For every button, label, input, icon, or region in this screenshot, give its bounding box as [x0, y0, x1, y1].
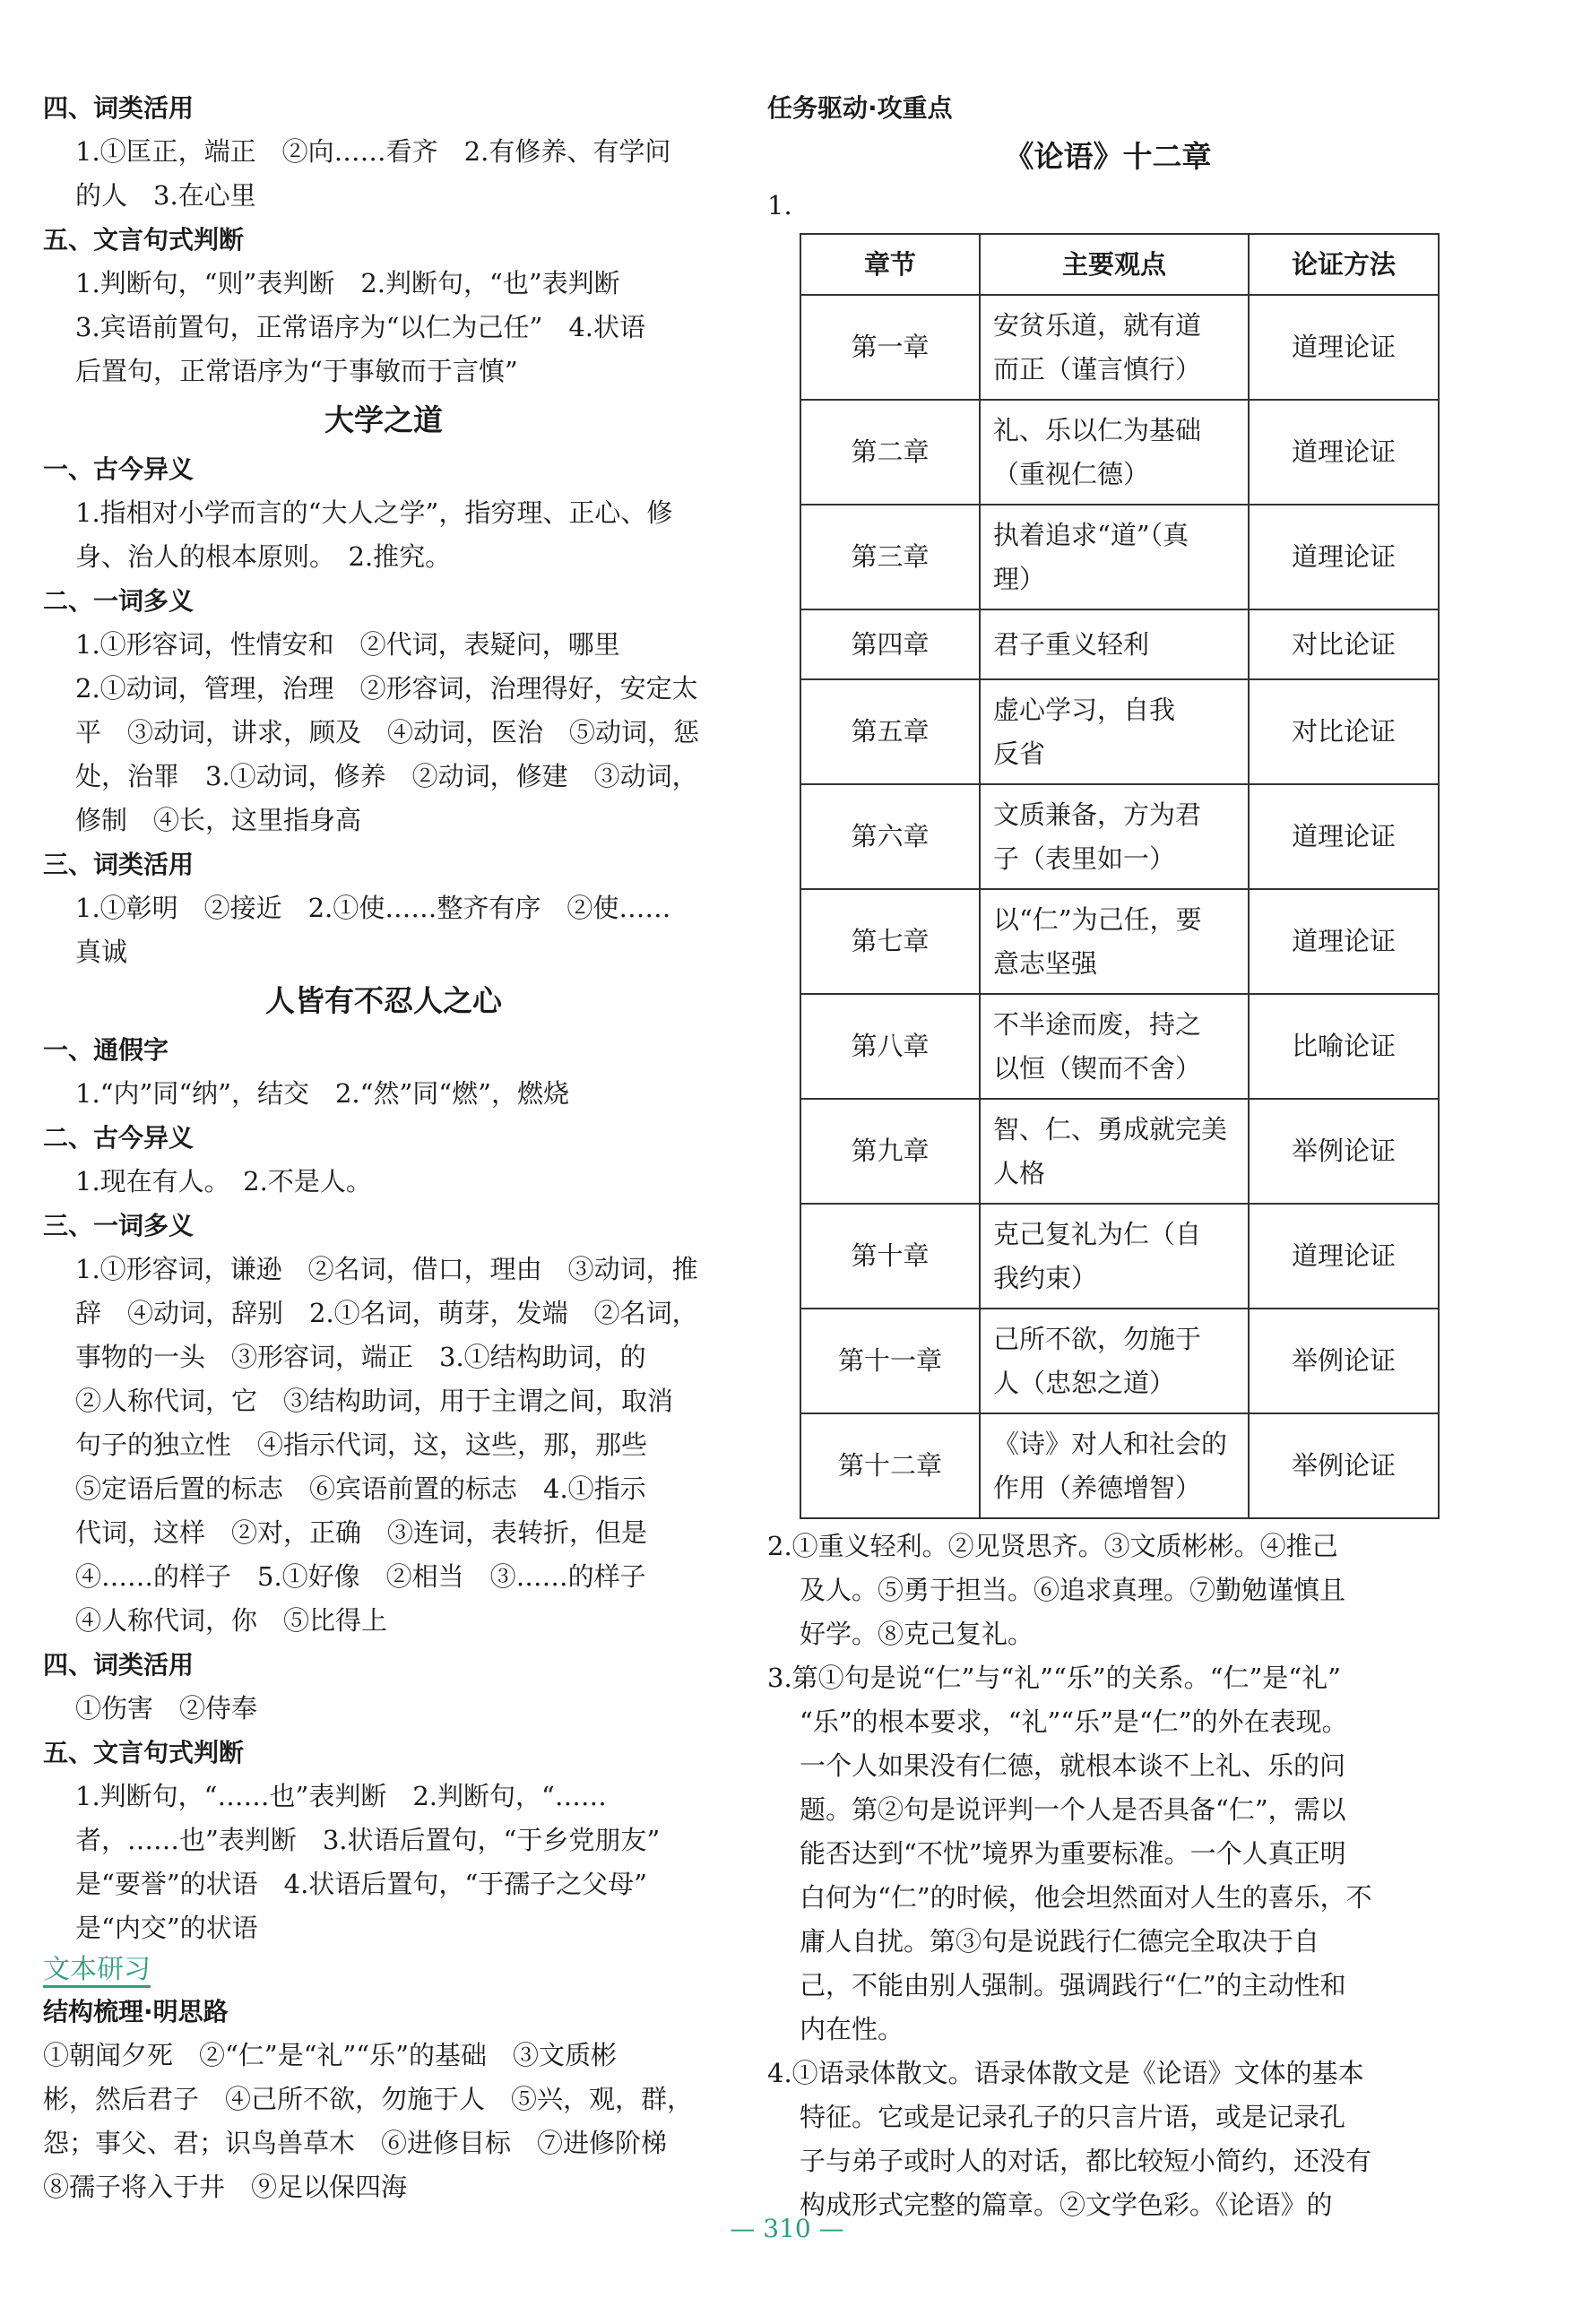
chapter-cell: 第十二章	[800, 1413, 980, 1518]
section-heading: 二、古今异义	[43, 1123, 195, 1153]
chapter-cell: 第二章	[800, 400, 980, 505]
viewpoint-line: 不半途而废，持之	[993, 1008, 1202, 1040]
text-line: 子与弟子或时人的对话，都比较短小简约，还没有	[800, 2146, 1372, 2176]
text-line: 己，不能由别人强制。强调践行“仁”的主动性和	[800, 1970, 1346, 2000]
method-cell: 道理论证	[1249, 889, 1439, 994]
viewpoint-line: 智、仁、勇成就完美	[993, 1113, 1228, 1145]
method-cell: 道理论证	[1249, 784, 1439, 889]
viewpoint-cell	[980, 889, 1249, 994]
text-line: 1.判断句，“……也”表判断 2.判断句，“……	[75, 1781, 607, 1811]
viewpoint-line: 反省	[993, 738, 1046, 769]
chapter-cell: 第七章	[800, 889, 980, 994]
viewpoint-cell	[980, 295, 1249, 400]
text-line: 1.①匡正，端正 ②向……看齐 2.有修养、有学问	[75, 136, 671, 167]
left-column	[43, 86, 724, 2209]
viewpoint-line: （重视仁德）	[993, 458, 1150, 489]
chapter-cell: 第十一章	[800, 1309, 980, 1413]
section-heading: 五、文言句式判断	[43, 225, 245, 255]
table-body	[800, 295, 1439, 1518]
text-line: 是“内交”的状语	[75, 1913, 258, 1943]
text-line: ⑧孺子将入于井 ⑨足以保四海	[43, 2172, 408, 2202]
chapter-cell: 第九章	[800, 1099, 980, 1204]
table-row	[800, 1099, 1439, 1204]
text-line: 1.“内”同“纳”，结交 2.“然”同“燃”，燃烧	[75, 1078, 569, 1109]
text-line: 4.①语录体散文。语录体散文是《论语》文体的基本	[767, 2058, 1364, 2088]
viewpoint-line: 理）	[993, 563, 1046, 594]
method-cell: 道理论证	[1249, 1204, 1439, 1309]
table-header: 论证方法	[1249, 234, 1439, 295]
table-header: 章节	[800, 234, 980, 295]
text-line: 1.①彰明 ②接近 2.①使……整齐有序 ②使……	[75, 893, 671, 923]
viewpoint-cell	[980, 400, 1249, 505]
text-line: 1.判断句，“则”表判断 2.判断句，“也”表判断	[75, 268, 620, 298]
text-line: 2.①重义轻利。②见贤思齐。③文质彬彬。④推己	[767, 1531, 1338, 1561]
summary-table	[800, 233, 1440, 1519]
section-heading: 四、词类活用	[43, 93, 195, 123]
section-heading: 一、古今异义	[43, 454, 195, 484]
viewpoint-line: 礼、乐以仁为基础	[993, 414, 1202, 445]
text-line: 3.第①句是说“仁”与“礼”“乐”的关系。“仁”是“礼”	[767, 1663, 1341, 1693]
method-cell: 比喻论证	[1249, 994, 1439, 1099]
text-line: 内在性。	[800, 2014, 904, 2044]
text-line: 1.①形容词，性情安和 ②代词，表疑问，哪里	[75, 629, 620, 660]
viewpoint-cell	[980, 1309, 1249, 1413]
method-cell: 举例论证	[1249, 1309, 1439, 1413]
text-line: ④人称代词，你 ⑤比得上	[75, 1605, 388, 1636]
right-answers	[767, 1525, 1449, 2227]
method-cell: 对比论证	[1249, 609, 1439, 679]
text-line: 代词，这样 ②对，正确 ③连词，表转折，但是	[75, 1517, 648, 1548]
viewpoint-line: 意志坚强	[993, 947, 1098, 979]
method-cell: 举例论证	[1249, 1099, 1439, 1204]
table-header: 主要观点	[980, 234, 1249, 295]
text-line: 3.宾语前置句，正常语序为“以仁为己任” 4.状语	[75, 312, 645, 342]
table-row	[800, 994, 1439, 1099]
viewpoint-line: 作用（养德增智）	[993, 1472, 1202, 1503]
text-line: 真诚	[75, 937, 128, 967]
text-line: 好学。⑧克己复礼。	[800, 1619, 1034, 1649]
viewpoint-line: 虚心学习，自我	[993, 694, 1176, 725]
text-line	[43, 1950, 724, 1990]
method-cell: 对比论证	[1249, 679, 1439, 784]
viewpoint-line: 子（表里如一）	[993, 842, 1176, 874]
viewpoint-cell	[980, 505, 1249, 609]
text-line: 平 ③动词，讲求，顾及 ④动词，医治 ⑤动词，惩	[75, 717, 700, 747]
section-heading: 任务驱动·攻重点	[767, 93, 953, 123]
section-heading: 结构梳理·明思路	[43, 1997, 229, 2026]
table-row	[800, 295, 1439, 400]
chapter-cell: 第八章	[800, 994, 980, 1099]
text-line: 及人。⑤勇于担当。⑥追求真理。⑦勤勉谨慎且	[800, 1575, 1346, 1605]
viewpoint-cell	[980, 609, 1249, 679]
chapter-cell: 第四章	[800, 609, 980, 679]
text-line: 的人 3.在心里	[75, 180, 256, 211]
viewpoint-cell	[980, 1099, 1249, 1204]
text-line: 一个人如果没有仁德，就根本谈不上礼、乐的问	[800, 1750, 1346, 1781]
chapter-cell: 第十章	[800, 1204, 980, 1309]
viewpoint-cell	[980, 994, 1249, 1099]
viewpoint-line: 君子重义轻利	[993, 628, 1150, 660]
text-line: 事物的一头 ③形容词，端正 3.①结构助词，的	[75, 1342, 646, 1372]
section-heading: 一、通假字	[43, 1035, 169, 1065]
text-line: 是“要誉”的状语 4.状语后置句，“于孺子之父母”	[75, 1869, 647, 1899]
method-cell: 道理论证	[1249, 505, 1439, 609]
table-row	[800, 609, 1439, 679]
viewpoint-cell	[980, 1413, 1249, 1518]
viewpoint-line: 己所不欲，勿施于	[993, 1323, 1202, 1354]
table-row	[800, 679, 1439, 784]
text-line: 者，……也”表判断 3.状语后置句，“于乡党朋友”	[75, 1825, 661, 1855]
table-row	[800, 1204, 1439, 1309]
viewpoint-line: 人（忠恕之道）	[993, 1367, 1176, 1398]
viewpoint-line: 《诗》对人和社会的	[993, 1428, 1228, 1459]
text-line: 1.①形容词，谦逊 ②名词，借口，理由 ③动词，推	[75, 1254, 698, 1284]
text-line: 构成形式完整的篇章。②文学色彩。《论语》的	[800, 2190, 1333, 2220]
text-line: 能否达到“不忧”境界为重要标准。一个人真正明	[800, 1838, 1346, 1869]
right-column	[767, 86, 1449, 2227]
text-line: 特征。它或是记录孔子的只言片语，或是记录孔	[800, 2102, 1346, 2132]
viewpoint-cell	[980, 784, 1249, 889]
section-heading: 三、一词多义	[43, 1211, 195, 1240]
viewpoint-line: 克己复礼为仁（自	[993, 1218, 1202, 1249]
section-heading: 五、文言句式判断	[43, 1738, 245, 1767]
text-line: 彬，然后君子 ④己所不欲，勿施于人 ⑤兴，观，群，	[43, 2084, 694, 2114]
table-row	[800, 889, 1439, 994]
text-line: ⑤定语后置的标志 ⑥宾语前置的标志 4.①指示	[75, 1473, 646, 1504]
text-line: 处，治罪 3.①动词，修养 ②动词，修建 ③动词，	[75, 761, 698, 791]
text-line: ①朝闻夕死 ②“仁”是“礼”“乐”的基础 ③文质彬	[43, 2040, 617, 2070]
text-line: 庸人自扰。第③句是说践行仁德完全取决于自	[800, 1926, 1320, 1957]
text-line: 句子的独立性 ④指示代词，这，这些，那，那些	[75, 1430, 648, 1460]
text-line: “乐”的根本要求，“礼”“乐”是“仁”的外在表现。	[800, 1706, 1348, 1737]
viewpoint-line: 安贫乐道，就有道	[993, 309, 1202, 341]
section-heading: 四、词类活用	[43, 1650, 195, 1680]
text-line: 白何为“仁”的时候，他会坦然面对人生的喜乐，不	[800, 1882, 1372, 1913]
text-line: 题。第②句是说评判一个人是否具备“仁”，需以	[800, 1794, 1346, 1825]
text-line: 后置句，正常语序为“于事敏而于言慎”	[75, 356, 518, 386]
section-label: 文本研习	[43, 1954, 151, 1988]
method-cell: 举例论证	[1249, 1413, 1439, 1518]
text-line: 1.现在有人。 2.不是人。	[75, 1166, 372, 1197]
text-line: ①伤害 ②侍奉	[75, 1693, 258, 1724]
item-number: 1.	[767, 190, 792, 220]
viewpoint-line: 文质兼备，方为君	[993, 799, 1202, 830]
table-row	[800, 784, 1439, 889]
method-cell: 道理论证	[1249, 295, 1439, 400]
viewpoint-line: 以“仁”为己任，要	[993, 903, 1202, 935]
section-heading: 二、一词多义	[43, 586, 195, 616]
page-number: — 310 —	[0, 2214, 1574, 2243]
lesson-title: 《论语》十二章	[1004, 139, 1212, 174]
text-line: 2.①动词，管理，治理 ②形容词，治理得好，安定太	[75, 673, 698, 704]
chapter-cell: 第五章	[800, 679, 980, 784]
table-row	[800, 400, 1439, 505]
text-line: 修制 ④长，这里指身高	[75, 805, 362, 835]
text-line: 身、治人的根本原则。 2.推究。	[75, 541, 452, 572]
chapter-cell: 第六章	[800, 784, 980, 889]
viewpoint-line: 以恒（锲而不舍）	[993, 1052, 1202, 1084]
lesson-title: 人皆有不忍人之心	[265, 983, 502, 1018]
viewpoint-cell	[980, 679, 1249, 784]
viewpoint-cell	[980, 1204, 1249, 1309]
text-line: 辞 ④动词，辞别 2.①名词，萌芽，发端 ②名词，	[75, 1298, 698, 1328]
table-row	[800, 505, 1439, 609]
chapter-cell: 第一章	[800, 295, 980, 400]
section-heading: 三、词类活用	[43, 850, 195, 879]
lesson-title: 大学之道	[324, 402, 443, 437]
text-line: ④……的样子 5.①好像 ②相当 ③……的样子	[75, 1561, 646, 1592]
text-line: 1.指相对小学而言的“大人之学”，指穷理、正心、修	[75, 497, 673, 528]
table-row	[800, 1413, 1439, 1518]
table-header-row	[800, 234, 1439, 295]
viewpoint-line: 人格	[993, 1157, 1046, 1188]
text-line: ②人称代词，它 ③结构助词，用于主谓之间，取消	[75, 1386, 674, 1416]
method-cell: 道理论证	[1249, 400, 1439, 505]
table-row	[800, 1309, 1439, 1413]
viewpoint-line: 执着追求“道”（真	[993, 519, 1189, 550]
viewpoint-line: 我约束）	[993, 1262, 1098, 1293]
viewpoint-line: 而正（谨言慎行）	[993, 353, 1202, 384]
text-line: 怨；事父、君；识鸟兽草木 ⑥进修目标 ⑦进修阶梯	[43, 2128, 668, 2158]
chapter-cell: 第三章	[800, 505, 980, 609]
